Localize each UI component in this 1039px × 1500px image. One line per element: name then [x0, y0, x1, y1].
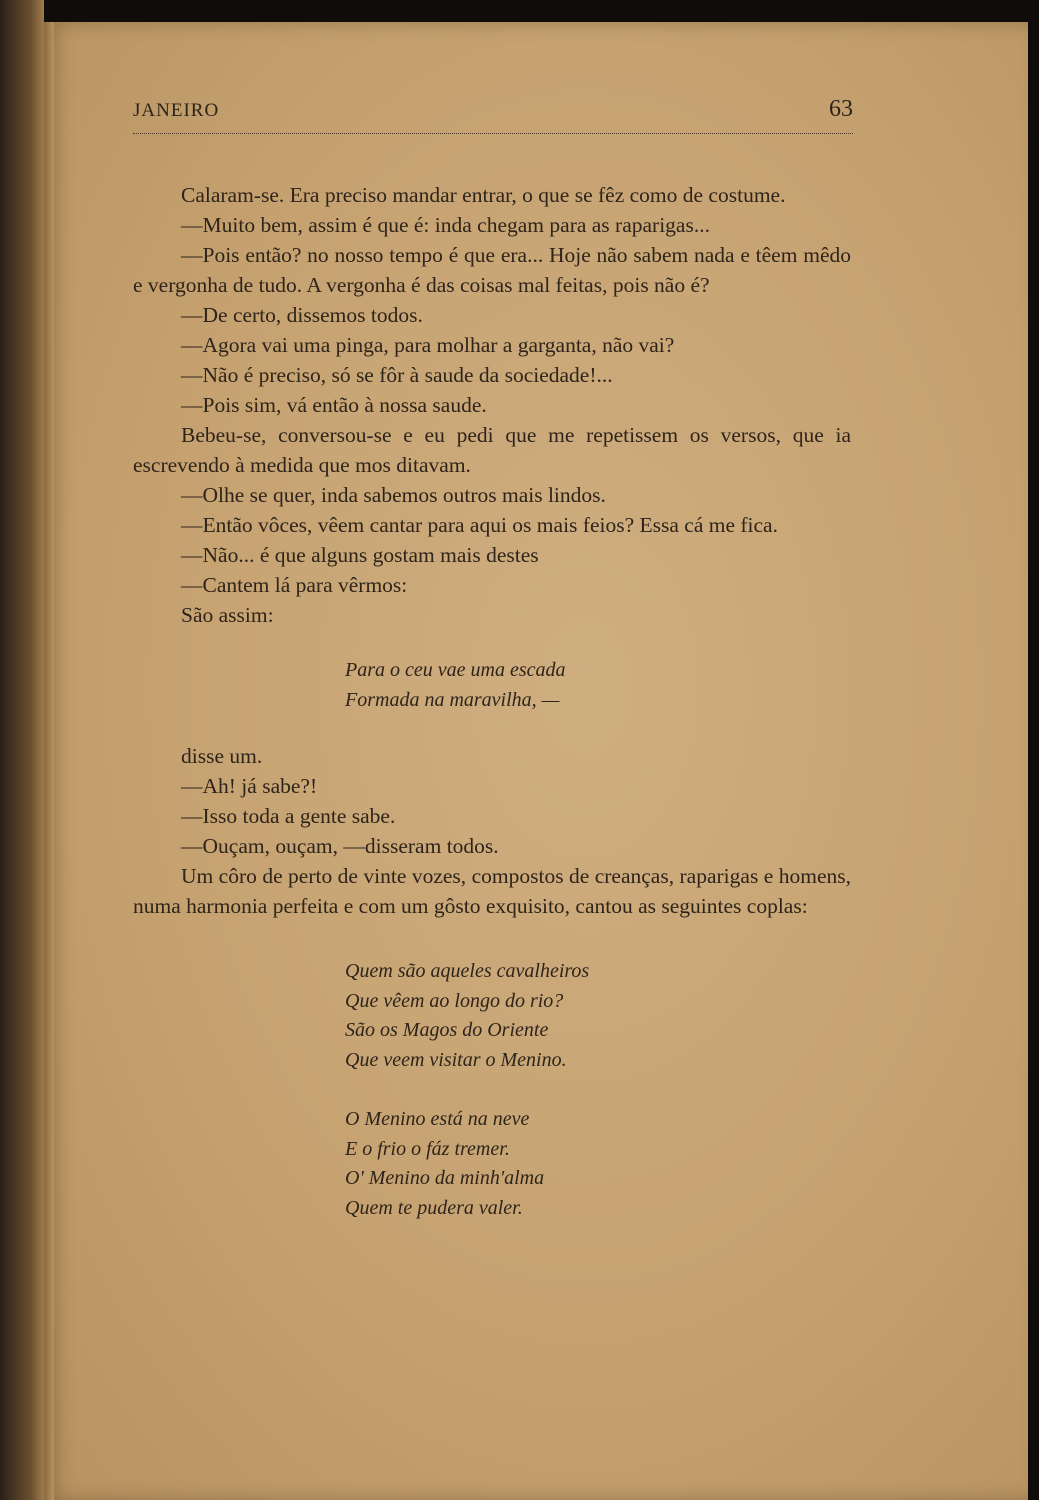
paragraph: —Pois então? no nosso tempo é que era... Hoje não sabem nada e têem mêdo e vergonha de tudo. A vergonha é das coisas mal feitas, pois não é?: [133, 243, 851, 297]
running-head: JANEIRO: [133, 100, 220, 121]
paragraph: Calaram-se. Era preciso mandar entrar, o que se fêz como de costume.: [181, 183, 786, 207]
paragraph: —Olhe se quer, inda sabemos outros mais lindos.: [181, 483, 606, 507]
paragraph: —Pois sim, vá então à nossa saude.: [181, 393, 487, 417]
paragraph: —Ouçam, ouçam, —disseram todos.: [181, 834, 499, 858]
page-number: 63: [829, 96, 853, 122]
verse-stanza-ladder: [133, 656, 851, 715]
verse-line: E o frio o fáz tremer.: [345, 1137, 510, 1160]
verse-line: O' Menino da minh'alma: [345, 1167, 545, 1189]
verse-line: Que veem visitar o Menino.: [345, 1048, 567, 1071]
paragraph: —Isso toda a gente sabe.: [181, 804, 396, 828]
paragraph: —Cantem lá para vêrmos:: [181, 573, 408, 597]
paragraph: —Não é preciso, só se fôr à saude da sociedade!...: [181, 363, 613, 387]
paragraph: —Ah! já sabe?!: [181, 774, 318, 798]
header-rule: [133, 133, 853, 134]
verse-stanza-magi: [133, 957, 851, 1075]
verse-line: Para o ceu vae uma escada: [345, 659, 566, 681]
paragraph: —Muito bem, assim é que é: inda chegam para as raparigas...: [181, 213, 710, 237]
paragraph: Bebeu-se, conversou-se e eu pedi que me repetissem os versos, que ia escrevendo à medida que mos ditavam.: [133, 423, 851, 477]
paragraph: —Agora vai uma pinga, para molhar a garganta, não vai?: [181, 333, 675, 357]
paragraph: —Não... é que alguns gostam mais destes: [181, 543, 539, 567]
paragraph: —Então vôces, vêem cantar para aqui os mais feios? Essa cá me fica.: [181, 513, 778, 537]
verse-line: Formada na maravilha, —: [345, 688, 560, 711]
paragraph: —De certo, dissemos todos.: [181, 303, 423, 327]
verse-line: Quem são aqueles cavalheiros: [345, 960, 590, 982]
paragraph: disse um.: [181, 744, 263, 768]
verse-line: São os Magos do Oriente: [345, 1019, 549, 1041]
book-binding-edge: [0, 0, 44, 1500]
verse-stanza-menino: [133, 1105, 851, 1223]
page-gutter: [44, 22, 54, 1500]
paragraph: Um côro de perto de vinte vozes, compostos de creanças, raparigas e homens, numa harmonia perfeita e com um gôsto exquisito, cantou as seguintes coplas:: [133, 864, 851, 918]
paragraph: São assim:: [181, 603, 274, 627]
body-text: [133, 180, 851, 1223]
verse-line: O Menino está na neve: [345, 1108, 530, 1130]
verse-line: Quem te pudera valer.: [345, 1196, 523, 1219]
page-header: [133, 96, 853, 140]
verse-line: Que vêem ao longo do rio?: [345, 989, 564, 1012]
